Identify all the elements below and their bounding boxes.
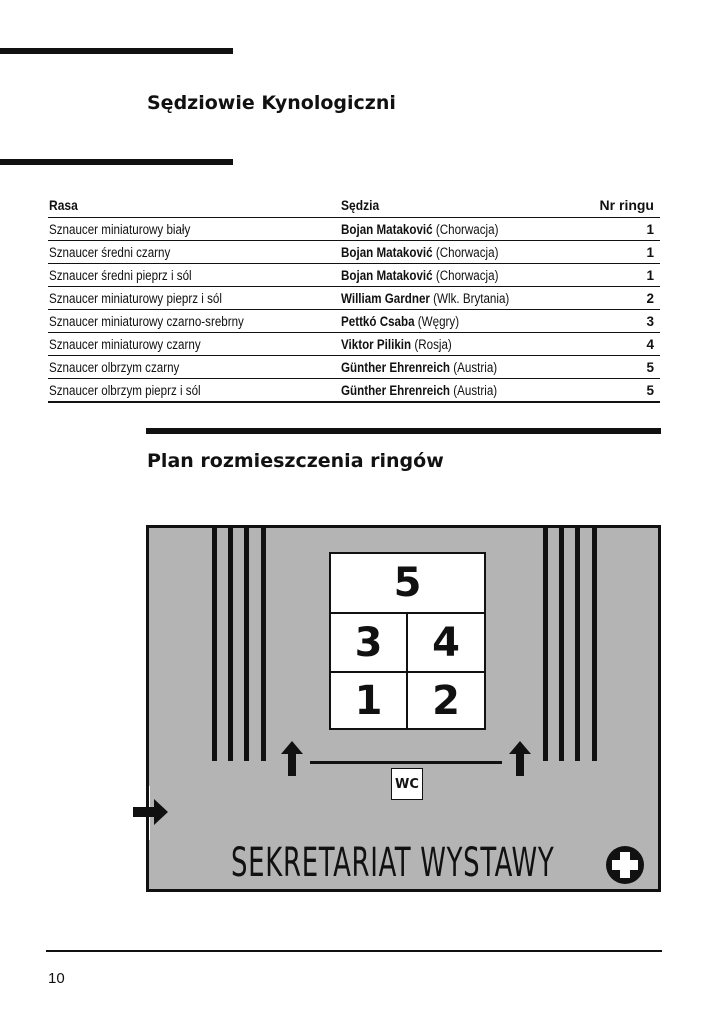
judge-country: (Chorwacja) [435, 244, 499, 260]
cell-breed: Sznaucer olbrzym pieprz i sól [49, 382, 201, 398]
barrier-line [261, 528, 266, 761]
ring-layout [329, 552, 486, 730]
cell-judge [341, 383, 497, 398]
judge-name: Pettkó Csaba [341, 313, 415, 329]
barrier-line [228, 528, 233, 761]
cell-breed: Sznaucer miniaturowy czarno-srebrny [49, 313, 244, 329]
table-row [48, 379, 660, 403]
table-row [48, 241, 660, 264]
footer-rule [46, 950, 662, 952]
judge-country: (Chorwacja) [435, 267, 499, 283]
barrier-line [212, 528, 217, 761]
table-row [48, 333, 660, 356]
judge-country: (Austria) [453, 359, 498, 375]
judge-country: (Austria) [453, 382, 498, 398]
judge-name: Günther Ehrenreich [341, 382, 451, 398]
table-row [48, 356, 660, 379]
ring-2: 2 [432, 677, 460, 724]
ring-4: 4 [408, 614, 484, 673]
table-row [48, 264, 660, 287]
cell-breed: Sznaucer olbrzym czarny [49, 359, 180, 375]
barrier-line [575, 528, 580, 761]
passage-line [310, 761, 502, 764]
header-judge: Sędzia [341, 197, 380, 213]
secretariat-label: SEKRETARIAT WYSTAWY [231, 840, 555, 886]
table-header [48, 193, 660, 218]
cell-judge [341, 360, 497, 375]
section-title-plan: Plan rozmieszczenia ringów [147, 450, 444, 472]
cell-ring: 1 [646, 267, 654, 283]
judge-name: Bojan Mataković [341, 267, 433, 283]
judge-country: (Chorwacja) [435, 221, 499, 237]
judge-name: Günther Ehrenreich [341, 359, 451, 375]
header-breed: Rasa [49, 197, 78, 213]
section-title-judges: Sędziowie Kynologiczni [147, 92, 396, 114]
table-row [48, 218, 660, 241]
judge-name: Bojan Mataković [341, 244, 433, 260]
judge-name: William Gardner [341, 290, 430, 306]
judge-country: (Rosja) [414, 336, 452, 352]
cell-judge [341, 337, 452, 352]
cell-breed: Sznaucer miniaturowy pieprz i sól [49, 290, 222, 306]
cell-judge [341, 268, 498, 283]
cell-breed: Sznaucer średni pieprz i sól [49, 267, 192, 283]
cell-ring: 1 [646, 244, 654, 260]
arrow-up-icon [505, 738, 535, 778]
cell-ring: 5 [646, 359, 654, 375]
cell-breed: Sznaucer miniaturowy czarny [49, 336, 201, 352]
cell-judge [341, 245, 498, 260]
judge-name: Viktor Pilikin [341, 336, 412, 352]
judges-table [48, 193, 660, 403]
top-bar-upper [0, 48, 233, 54]
rings-floor-plan [146, 525, 661, 892]
cell-judge [341, 314, 459, 329]
barrier-line [244, 528, 249, 761]
cell-breed: Sznaucer średni czarny [49, 244, 171, 260]
cell-ring: 1 [646, 221, 654, 237]
ring-5: 5 [331, 554, 484, 614]
first-aid-cross-icon [604, 844, 646, 886]
ring-1: 1 [331, 673, 408, 728]
top-bar-lower [0, 159, 233, 165]
cell-ring: 4 [646, 336, 654, 352]
arrow-right-icon [130, 795, 172, 829]
table-row [48, 310, 660, 333]
cell-judge [341, 291, 509, 306]
ring-3: 3 [331, 614, 408, 673]
cell-breed: Sznaucer miniaturowy biały [49, 221, 191, 237]
barrier-line [559, 528, 564, 761]
judge-country: (Wlk. Brytania) [433, 290, 510, 306]
cell-judge [341, 222, 498, 237]
plan-divider-bar [146, 428, 661, 434]
table-row [48, 287, 660, 310]
barrier-line [592, 528, 597, 761]
header-ring: Nr ringu [599, 197, 654, 213]
barrier-line [543, 528, 548, 761]
cell-ring: 5 [646, 382, 654, 398]
cell-ring: 3 [646, 313, 654, 329]
judge-country: (Węgry) [417, 313, 460, 329]
arrow-up-icon [277, 738, 307, 778]
judge-name: Bojan Mataković [341, 221, 433, 237]
cell-ring: 2 [646, 290, 654, 306]
page-number: 10 [48, 970, 65, 987]
wc-sign: WC [391, 768, 423, 800]
